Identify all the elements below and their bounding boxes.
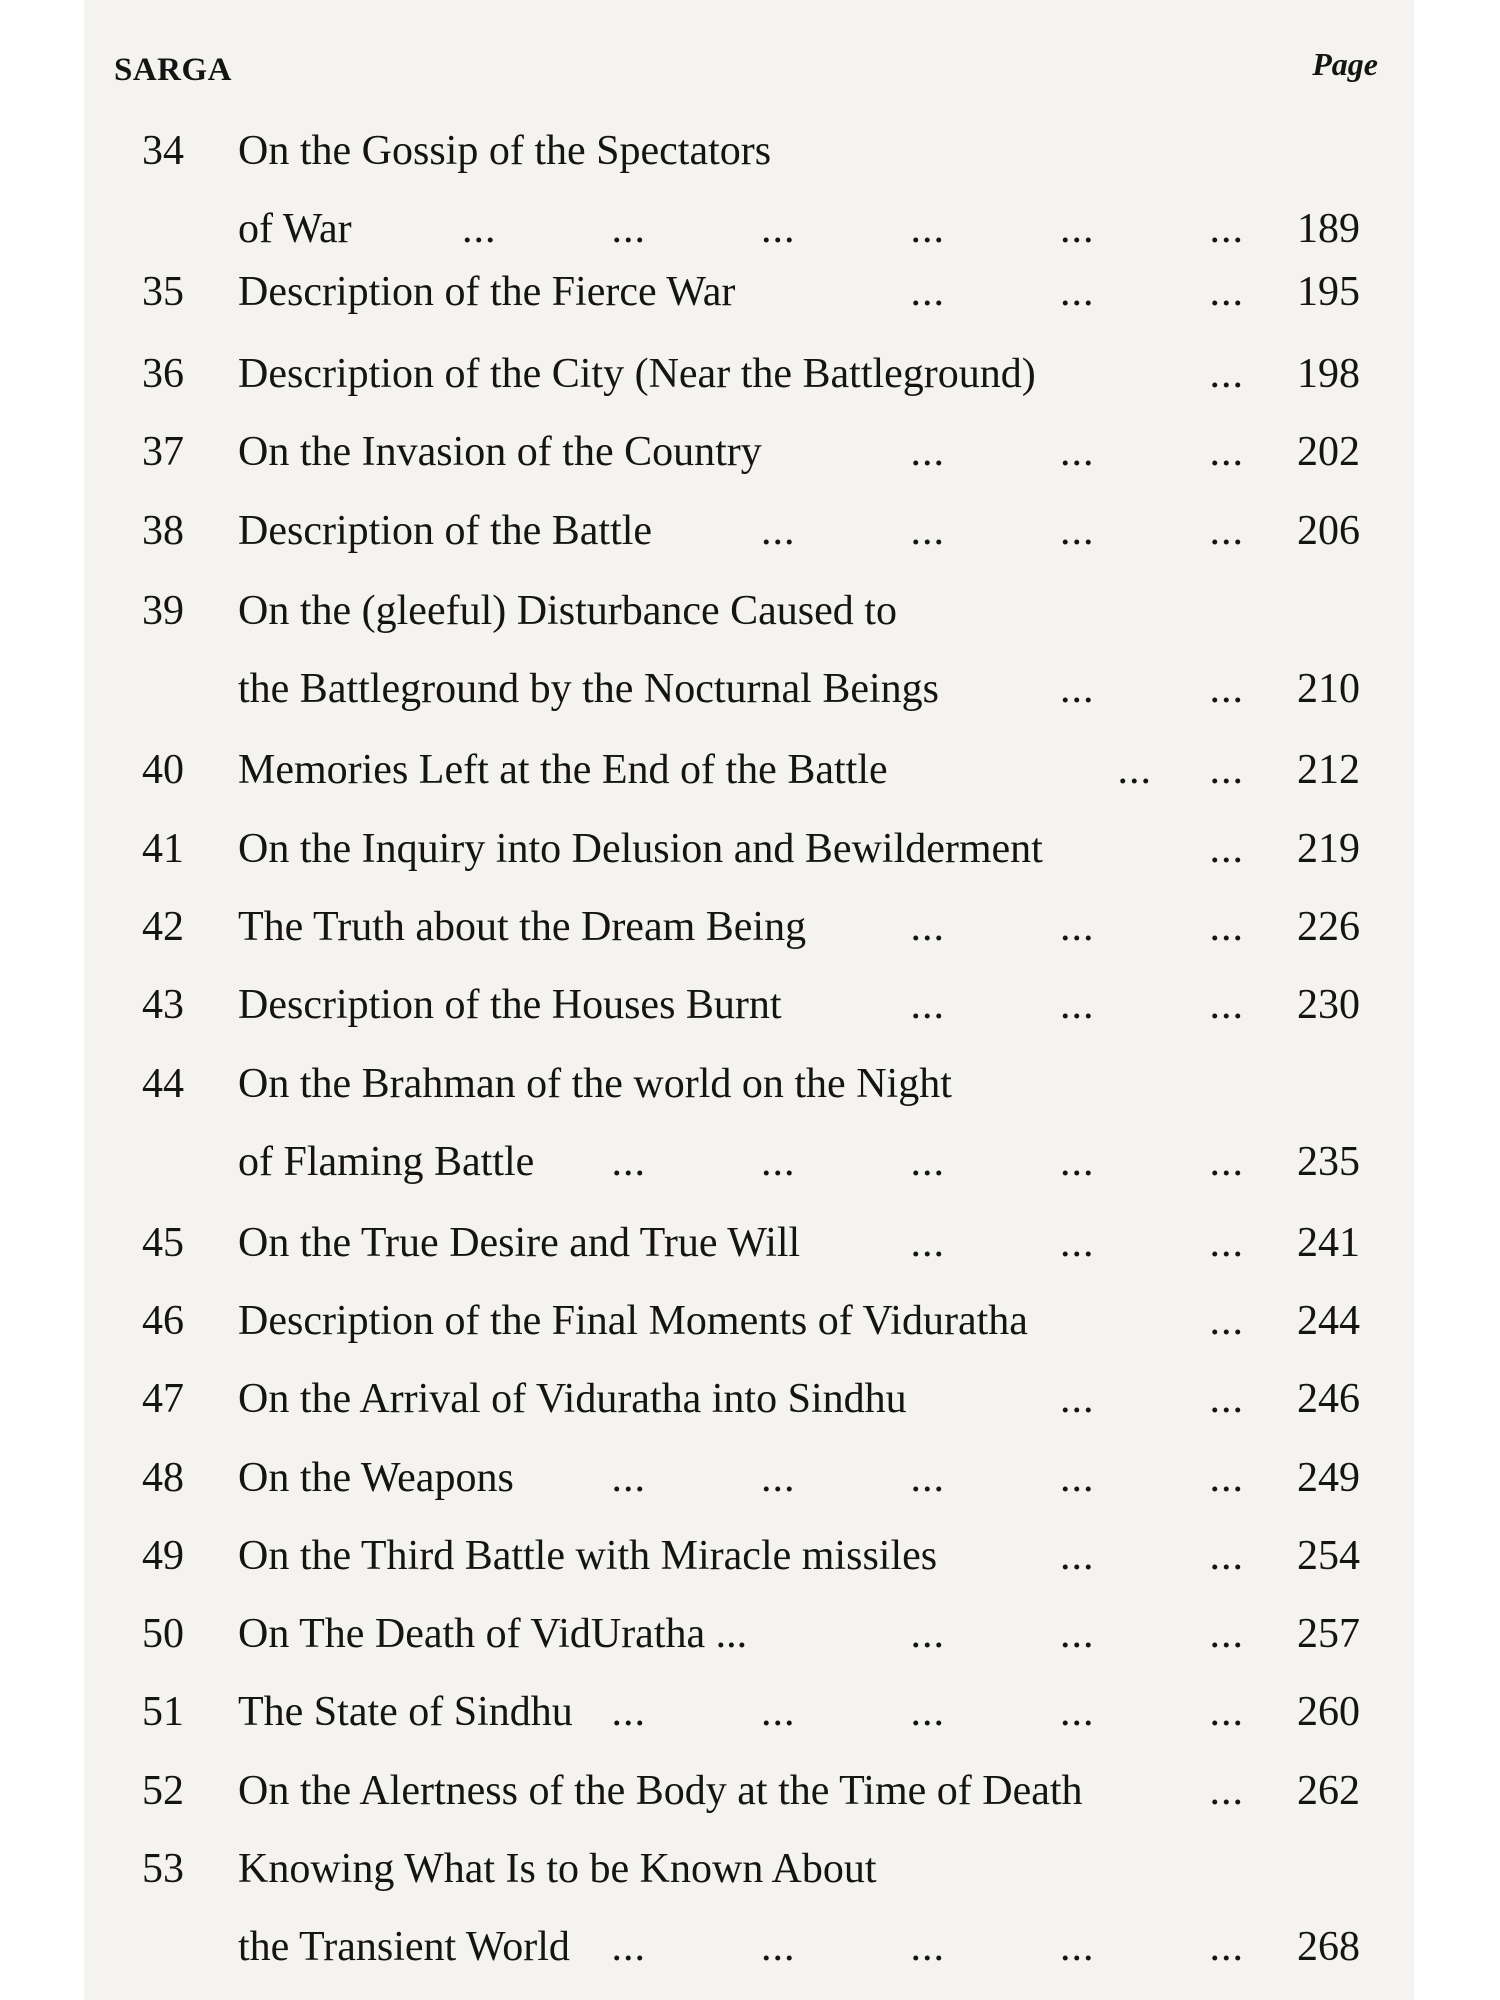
book-page	[84, 0, 1414, 2000]
chapter-title: of Flaming Battle	[238, 1139, 535, 1185]
toc-entry-line	[84, 1439, 1414, 1517]
chapter-title: On the Brahman of the world on the Night	[238, 1061, 952, 1107]
leader-dots: ... ... ... ... ... ...	[462, 206, 1244, 252]
leader-dots: ...	[1209, 351, 1244, 397]
page-column-header: Page	[1312, 46, 1378, 82]
page-number: 212	[1297, 747, 1360, 793]
toc-entry-line	[84, 572, 1414, 650]
sarga-number: 53	[142, 1846, 184, 1892]
page-number: 257	[1297, 1611, 1360, 1657]
leader-dots: ... ...	[1060, 1533, 1244, 1579]
toc-entry-line	[84, 1908, 1414, 1986]
toc-entry-line	[84, 1830, 1414, 1908]
toc-entry	[84, 492, 1414, 570]
leader-dots: ... ... ... ... ...	[611, 1455, 1244, 1501]
sarga-number: 34	[142, 128, 184, 174]
chapter-title: On the Invasion of the Country	[238, 429, 762, 475]
chapter-title: On the Weapons	[238, 1455, 514, 1501]
toc-entry-line	[84, 253, 1414, 331]
leader-dots: ... ... ... ...	[761, 508, 1244, 554]
toc-entry-line	[84, 1517, 1414, 1595]
sarga-number: 43	[142, 982, 184, 1028]
chapter-title: On the Inquiry into Delusion and Bewilderment	[238, 826, 1043, 872]
toc-entry	[84, 731, 1414, 809]
toc-entry	[84, 1830, 1414, 1986]
toc-entry-line	[84, 492, 1414, 570]
toc-entry	[84, 810, 1414, 888]
toc-entry-line	[84, 1045, 1414, 1123]
toc-entry	[84, 413, 1414, 491]
page-number: 219	[1297, 826, 1360, 872]
toc-entry-line	[84, 810, 1414, 888]
toc-entry	[84, 1439, 1414, 1517]
toc-entry	[84, 1673, 1414, 1751]
leader-dots: ... ... ...	[910, 1220, 1244, 1266]
page-number: 202	[1297, 429, 1360, 475]
toc-entry	[84, 335, 1414, 413]
page-number: 244	[1297, 1298, 1360, 1344]
leader-dots: ... ... ... ... ...	[611, 1689, 1244, 1735]
page-number: 241	[1297, 1220, 1360, 1266]
toc-entry	[84, 888, 1414, 966]
sarga-number: 51	[142, 1689, 184, 1735]
sarga-number: 44	[142, 1061, 184, 1107]
toc-entry-line	[84, 1752, 1414, 1830]
sarga-number: 42	[142, 904, 184, 950]
page-number: 249	[1297, 1455, 1360, 1501]
toc-entry-line	[84, 888, 1414, 966]
page-number: 206	[1297, 508, 1360, 554]
chapter-title: On the True Desire and True Will	[238, 1220, 801, 1266]
toc-entry-line	[84, 1204, 1414, 1282]
toc-entry	[84, 1595, 1414, 1673]
page-number: 246	[1297, 1376, 1360, 1422]
toc-entry	[84, 1517, 1414, 1595]
leader-dots: ... ... ... ... ...	[611, 1924, 1244, 1970]
toc-entry-line	[84, 731, 1414, 809]
page-number: 254	[1297, 1533, 1360, 1579]
leader-dots: ... ... ...	[910, 904, 1244, 950]
chapter-title: Description of the City (Near the Battleground)	[238, 351, 1036, 397]
sarga-number: 52	[142, 1768, 184, 1814]
page-number: 230	[1297, 982, 1360, 1028]
chapter-title: On the Arrival of Viduratha into Sindhu	[238, 1376, 907, 1422]
chapter-title: On the Gossip of the Spectators	[238, 128, 772, 174]
chapter-title: Description of the Final Moments of Viduratha	[238, 1298, 1028, 1344]
page-number: 235	[1297, 1139, 1360, 1185]
chapter-title: On the Alertness of the Body at the Time of Death	[238, 1768, 1083, 1814]
toc-entry-line	[84, 1282, 1414, 1360]
toc-entry-line	[84, 1360, 1414, 1438]
chapter-title: of War	[238, 206, 352, 252]
sarga-number: 45	[142, 1220, 184, 1266]
chapter-title: the Battleground by the Nocturnal Beings	[238, 666, 940, 712]
page-number: 189	[1297, 206, 1360, 252]
toc-entry	[84, 1282, 1414, 1360]
leader-dots: ... ...	[1060, 1376, 1244, 1422]
sarga-number: 35	[142, 269, 184, 315]
leader-dots: ... ... ...	[910, 982, 1244, 1028]
toc-entry	[84, 1204, 1414, 1282]
toc-entry	[84, 1752, 1414, 1830]
chapter-title: Description of the Battle	[238, 508, 653, 554]
toc-entry-line	[84, 1595, 1414, 1673]
chapter-title: On the (gleeful) Disturbance Caused to	[238, 588, 897, 634]
leader-dots: ... ... ...	[910, 1611, 1244, 1657]
toc-entry-line	[84, 1123, 1414, 1201]
toc-entry	[84, 966, 1414, 1044]
chapter-title: On the Third Battle with Miracle missiles	[238, 1533, 938, 1579]
page-number: 198	[1297, 351, 1360, 397]
page-number: 210	[1297, 666, 1360, 712]
toc-entry-line	[84, 650, 1414, 728]
leader-dots: ... ... ...	[910, 269, 1244, 315]
toc-entry-line	[84, 1673, 1414, 1751]
chapter-title: Knowing What Is to be Known About	[238, 1846, 877, 1892]
toc-entry	[84, 1360, 1414, 1438]
leader-dots: ... ... ...	[910, 429, 1244, 475]
toc-entry	[84, 572, 1414, 728]
leader-dots: ...	[1209, 1768, 1244, 1814]
sarga-number: 41	[142, 826, 184, 872]
sarga-number: 36	[142, 351, 184, 397]
leader-dots: ...	[1209, 1298, 1244, 1344]
toc-entry	[84, 1045, 1414, 1201]
leader-dots: ... ...	[1117, 747, 1244, 793]
page-number: 260	[1297, 1689, 1360, 1735]
toc-entry	[84, 112, 1414, 268]
sarga-number: 48	[142, 1455, 184, 1501]
toc-entry	[84, 253, 1414, 331]
sarga-number: 37	[142, 429, 184, 475]
chapter-title: Memories Left at the End of the Battle	[238, 747, 888, 793]
sarga-number: 49	[142, 1533, 184, 1579]
chapter-title: On The Death of VidUratha ...	[238, 1611, 748, 1657]
page-number: 226	[1297, 904, 1360, 950]
sarga-number: 46	[142, 1298, 184, 1344]
chapter-title: The State of Sindhu	[238, 1689, 573, 1735]
sarga-number: 47	[142, 1376, 184, 1422]
leader-dots: ... ... ... ... ...	[611, 1139, 1244, 1185]
chapter-title: The Truth about the Dream Being	[238, 904, 807, 950]
page-number: 262	[1297, 1768, 1360, 1814]
page-number: 268	[1297, 1924, 1360, 1970]
leader-dots: ...	[1209, 826, 1244, 872]
sarga-number: 39	[142, 588, 184, 634]
toc-entry-line	[84, 413, 1414, 491]
sarga-number: 38	[142, 508, 184, 554]
chapter-title: the Transient World	[238, 1924, 570, 1970]
leader-dots: ... ...	[1060, 666, 1244, 712]
page-number: 195	[1297, 269, 1360, 315]
sarga-number: 40	[142, 747, 184, 793]
toc-entry-line	[84, 966, 1414, 1044]
sarga-column-header: SARGA	[114, 52, 233, 88]
sarga-number: 50	[142, 1611, 184, 1657]
toc-entry-line	[84, 112, 1414, 190]
chapter-title: Description of the Houses Burnt	[238, 982, 782, 1028]
chapter-title: Description of the Fierce War	[238, 269, 736, 315]
toc-entry-line	[84, 335, 1414, 413]
